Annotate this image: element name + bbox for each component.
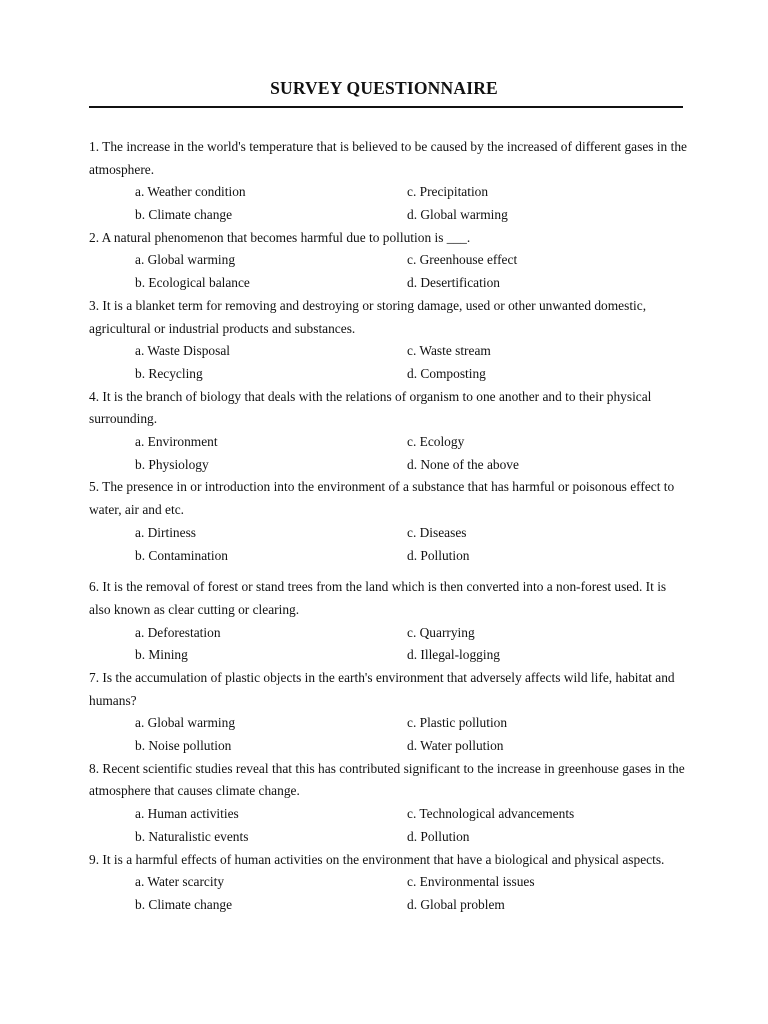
option-row: [89, 545, 689, 568]
option-row: [89, 622, 689, 645]
option-c: c. Environmental issues: [407, 874, 535, 890]
option-row: [89, 522, 689, 545]
option-c: c. Waste stream: [407, 343, 491, 359]
option-row: [89, 454, 689, 477]
option-b: b. Naturalistic events: [135, 828, 249, 844]
question-text: 9. It is a harmful effects of human activities on the environment that have a biological and physical aspects.: [89, 851, 665, 867]
question-1: [89, 136, 689, 227]
option-a: a. Human activities: [135, 806, 239, 822]
option-b: b. Recycling: [135, 365, 203, 381]
question-list: [89, 136, 689, 917]
option-row: [89, 894, 689, 917]
question-text: 3. It is a blanket term for removing and destroying or storing damage, used or other unwanted domestic, agricultural or industrial products and substances.: [89, 297, 647, 336]
option-row: [89, 272, 689, 295]
option-row: [89, 871, 689, 894]
question-2: [89, 227, 689, 295]
option-row: [89, 363, 689, 386]
question-8: [89, 758, 689, 849]
question-text: 5. The presence in or introduction into the environment of a substance that has harmful or poisonous effect to water, air and etc.: [89, 479, 675, 518]
option-a: a. Environment: [135, 434, 218, 450]
option-a: a. Waste Disposal: [135, 343, 230, 359]
option-c: c. Precipitation: [407, 184, 489, 200]
option-c: c. Quarrying: [407, 624, 475, 640]
option-d: d. Pollution: [407, 828, 470, 844]
question-7: [89, 667, 689, 758]
option-row: [89, 340, 689, 363]
option-row: [89, 249, 689, 272]
option-a: a. Global warming: [135, 252, 236, 268]
question-text: 7. Is the accumulation of plastic objects in the earth's environment that adversely affects wild life, habitat and humans?: [89, 669, 675, 708]
option-row: [89, 431, 689, 454]
question-text: 4. It is the branch of biology that deals with the relations of organism to one another and to their physical surrounding.: [89, 388, 652, 427]
option-d: d. Composting: [407, 365, 486, 381]
question-text: 1. The increase in the world's temperature that is believed to be caused by the increased of different gases in the atmosphere.: [89, 139, 687, 177]
option-row: [89, 644, 689, 667]
option-row: [89, 181, 689, 204]
question-4: [89, 386, 689, 477]
question-5: [89, 476, 689, 567]
question-9: [89, 849, 689, 917]
question-text: 8. Recent scientific studies reveal that this has contributed significant to the increase in greenhouse gases in the atmosphere that causes climate change.: [89, 760, 685, 799]
option-b: b. Contamination: [135, 547, 228, 563]
question-6: [89, 576, 689, 667]
option-c: c. Technological advancements: [407, 806, 575, 822]
option-b: b. Ecological balance: [135, 275, 250, 291]
option-c: c. Ecology: [407, 434, 465, 450]
option-d: d. Desertification: [407, 275, 500, 291]
option-b: b. Mining: [135, 647, 188, 663]
option-d: d. None of the above: [407, 456, 519, 472]
option-row: [89, 826, 689, 849]
option-d: d. Water pollution: [407, 738, 504, 754]
option-row: [89, 803, 689, 826]
option-a: a. Global warming: [135, 715, 236, 731]
option-d: d. Illegal-logging: [407, 647, 500, 663]
question-text: 6. It is the removal of forest or stand trees from the land which is then converted into a non-forest used. It is also known as clear cutting or clearing.: [89, 579, 667, 617]
option-b: b. Climate change: [135, 207, 233, 223]
option-row: [89, 735, 689, 758]
option-c: c. Greenhouse effect: [407, 252, 518, 268]
option-d: d. Global problem: [407, 896, 505, 912]
option-d: d. Pollution: [407, 547, 470, 563]
option-c: c. Plastic pollution: [407, 715, 508, 731]
option-b: b. Physiology: [135, 456, 209, 472]
option-b: b. Climate change: [135, 896, 233, 912]
option-row: [89, 204, 689, 227]
title-underline: [89, 106, 683, 108]
option-a: a. Water scarcity: [135, 874, 225, 890]
option-a: a. Deforestation: [135, 624, 221, 640]
option-a: a. Weather condition: [135, 184, 246, 200]
page-title: SURVEY QUESTIONNAIRE: [270, 78, 498, 98]
question-text: 2. A natural phenomenon that becomes harmful due to pollution is ___.: [89, 229, 471, 245]
option-row: [89, 712, 689, 735]
option-c: c. Diseases: [407, 524, 467, 540]
option-d: d. Global warming: [407, 207, 508, 223]
option-b: b. Noise pollution: [135, 738, 232, 754]
question-3: [89, 295, 689, 386]
option-a: a. Dirtiness: [135, 524, 196, 540]
